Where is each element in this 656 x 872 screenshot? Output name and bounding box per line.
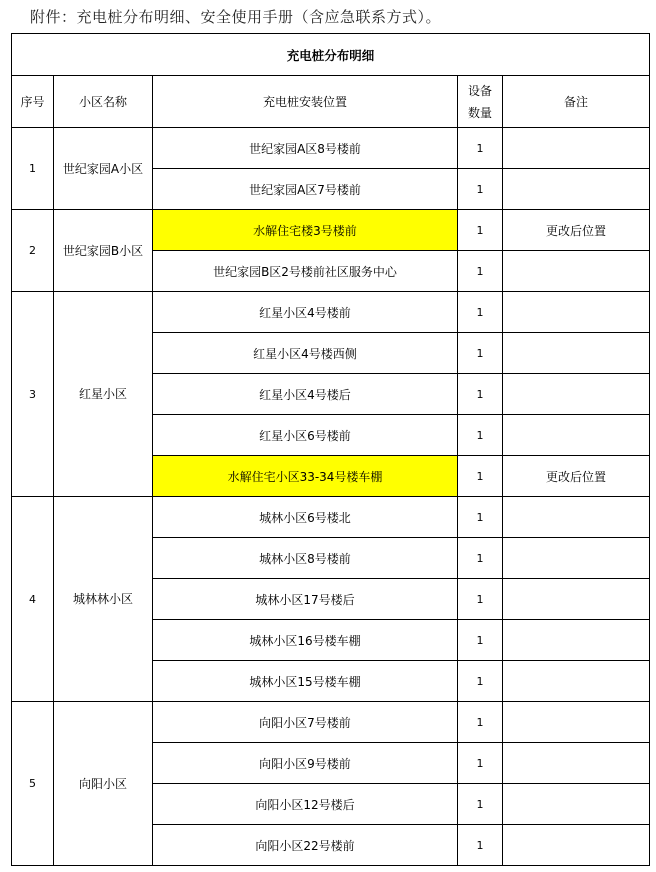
qty-cell: 1 xyxy=(458,128,503,169)
location-cell: 水解住宅小区33-34号楼车棚 xyxy=(153,456,458,497)
qty-cell: 1 xyxy=(458,661,503,702)
note-cell xyxy=(503,538,650,579)
note-cell xyxy=(503,251,650,292)
location-cell: 城林小区6号楼北 xyxy=(153,497,458,538)
community-name-cell: 城林林小区 xyxy=(54,497,153,702)
seq-cell: 5 xyxy=(12,702,54,866)
seq-cell: 2 xyxy=(12,210,54,292)
table-row xyxy=(12,702,650,743)
qty-cell: 1 xyxy=(458,579,503,620)
location-cell: 城林小区15号楼车棚 xyxy=(153,661,458,702)
qty-cell: 1 xyxy=(458,333,503,374)
note-cell: 更改后位置 xyxy=(503,456,650,497)
table-title-row xyxy=(12,34,650,76)
attachment-caption: 附件：充电桩分布明细、安全使用手册（含应急联系方式）。 xyxy=(30,8,442,26)
community-name-cell: 红星小区 xyxy=(54,292,153,497)
table-row xyxy=(12,128,650,169)
qty-cell: 1 xyxy=(458,456,503,497)
note-cell: 更改后位置 xyxy=(503,210,650,251)
seq-cell: 1 xyxy=(12,128,54,210)
location-cell: 向阳小区9号楼前 xyxy=(153,743,458,784)
qty-cell: 1 xyxy=(458,292,503,333)
charging-pile-table xyxy=(11,33,650,866)
location-cell: 红星小区6号楼前 xyxy=(153,415,458,456)
header-community: 小区名称 xyxy=(54,76,153,128)
location-cell: 世纪家园A区8号楼前 xyxy=(153,128,458,169)
community-name-cell: 世纪家园A小区 xyxy=(54,128,153,210)
header-location: 充电桩安装位置 xyxy=(153,76,458,128)
location-cell: 水解住宅楼3号楼前 xyxy=(153,210,458,251)
location-cell: 世纪家园A区7号楼前 xyxy=(153,169,458,210)
table-title: 充电桩分布明细 xyxy=(12,34,650,76)
location-cell: 城林小区16号楼车棚 xyxy=(153,620,458,661)
seq-cell: 3 xyxy=(12,292,54,497)
location-cell: 向阳小区22号楼前 xyxy=(153,825,458,866)
note-cell xyxy=(503,661,650,702)
note-cell xyxy=(503,374,650,415)
note-cell xyxy=(503,292,650,333)
qty-cell: 1 xyxy=(458,743,503,784)
qty-cell: 1 xyxy=(458,374,503,415)
qty-cell: 1 xyxy=(458,620,503,661)
table-row xyxy=(12,210,650,251)
qty-cell: 1 xyxy=(458,210,503,251)
table-row xyxy=(12,497,650,538)
location-cell: 城林小区17号楼后 xyxy=(153,579,458,620)
note-cell xyxy=(503,579,650,620)
header-qty-line2: 数量 xyxy=(467,105,492,120)
qty-cell: 1 xyxy=(458,702,503,743)
note-cell xyxy=(503,620,650,661)
qty-cell: 1 xyxy=(458,169,503,210)
note-cell xyxy=(503,169,650,210)
header-row xyxy=(12,76,650,128)
qty-cell: 1 xyxy=(458,538,503,579)
header-note: 备注 xyxy=(503,76,650,128)
table-row xyxy=(12,292,650,333)
seq-cell: 4 xyxy=(12,497,54,702)
location-cell: 向阳小区12号楼后 xyxy=(153,784,458,825)
location-cell: 红星小区4号楼后 xyxy=(153,374,458,415)
qty-cell: 1 xyxy=(458,784,503,825)
location-cell: 向阳小区7号楼前 xyxy=(153,702,458,743)
note-cell xyxy=(503,415,650,456)
header-qty-line1: 设备 xyxy=(467,83,492,98)
qty-cell: 1 xyxy=(458,497,503,538)
location-cell: 红星小区4号楼前 xyxy=(153,292,458,333)
note-cell xyxy=(503,702,650,743)
community-name-cell: 世纪家园B小区 xyxy=(54,210,153,292)
qty-cell: 1 xyxy=(458,415,503,456)
note-cell xyxy=(503,825,650,866)
location-cell: 城林小区8号楼前 xyxy=(153,538,458,579)
note-cell xyxy=(503,497,650,538)
note-cell xyxy=(503,128,650,169)
note-cell xyxy=(503,784,650,825)
location-cell: 世纪家园B区2号楼前社区服务中心 xyxy=(153,251,458,292)
note-cell xyxy=(503,333,650,374)
location-cell: 红星小区4号楼西侧 xyxy=(153,333,458,374)
header-qty xyxy=(458,76,503,128)
qty-cell: 1 xyxy=(458,825,503,866)
header-seq: 序号 xyxy=(12,76,54,128)
qty-cell: 1 xyxy=(458,251,503,292)
note-cell xyxy=(503,743,650,784)
community-name-cell: 向阳小区 xyxy=(54,702,153,866)
